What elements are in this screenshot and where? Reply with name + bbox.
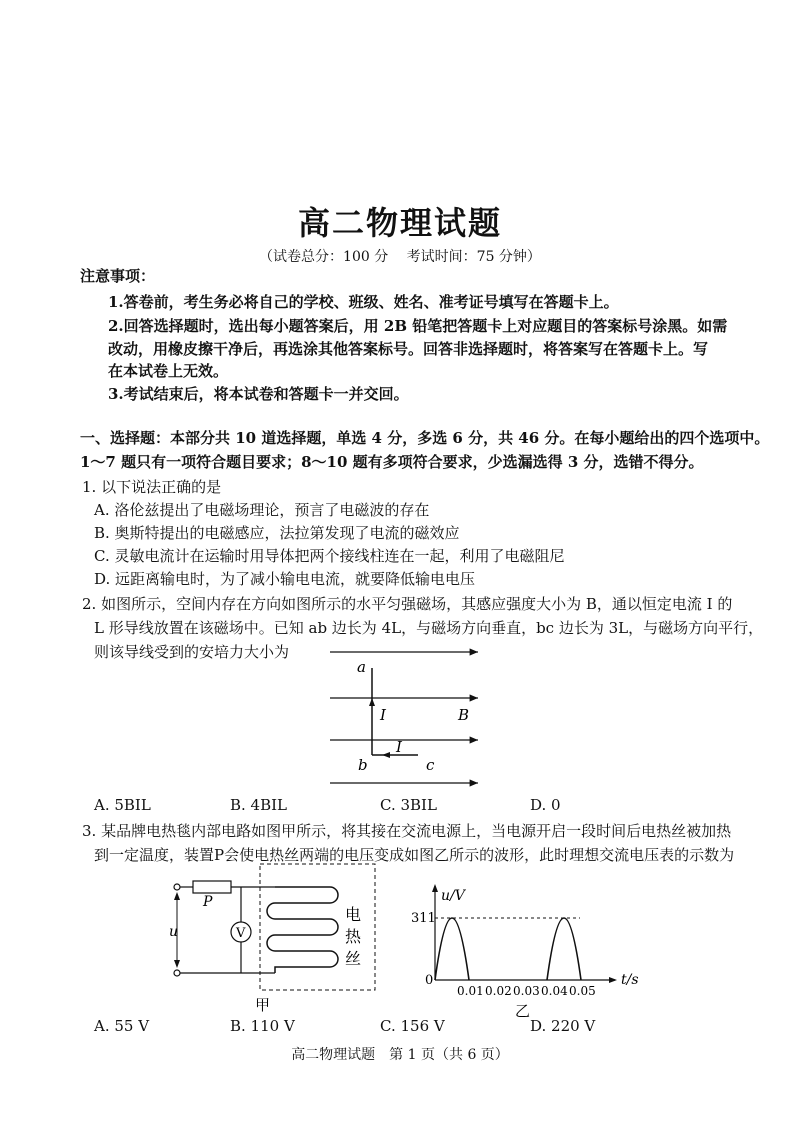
q1-option-c: C. 灵敏电流计在运输时用导体把两个接线柱连在一起，利用了电磁阻尼 <box>94 547 565 565</box>
notice-item-1: 1.答卷前，考生务必将自己的学校、班级、姓名、准考证号填写在答题卡上。 <box>108 293 619 311</box>
current-arrow-up <box>369 698 375 706</box>
label-c: c <box>426 756 435 774</box>
page-title: 高二物理试题 <box>297 204 502 242</box>
x-tick: 0.05 <box>569 984 596 998</box>
q2-stem-line-3: 则该导线受到的安培力大小为 <box>94 643 290 661</box>
wire-label-2: 热 <box>345 927 362 946</box>
page-footer: 高二物理试题 第 1 页（共 6 页） <box>291 1047 509 1063</box>
peak-label: 311 <box>411 911 436 926</box>
x-tick: 0.01 <box>457 984 484 998</box>
q3-figure-jia <box>165 860 385 1020</box>
label-a: a <box>357 658 366 676</box>
q3-option-d: D. 220 V <box>530 1017 596 1035</box>
wire-label-1: 电 <box>345 905 362 924</box>
q1-option-b: B. 奥斯特提出的电磁感应，法拉第发现了电流的磁效应 <box>94 524 460 542</box>
x-tick: 0.03 <box>513 984 540 998</box>
q3-stem-line-2: 到一定温度，装置P会使电热丝两端的电压变成如图乙所示的波形，此时理想交流电压表的示数为 <box>94 846 735 864</box>
q1-option-d: D. 远距离输电时，为了减小输电电流，就要降低输电电压 <box>94 570 476 588</box>
section-1-intro-line-2: 1～7 题只有一项符合题目要求；8～10 题有多项符合要求，少选漏选得 3 分，选错不得分。 <box>80 453 704 471</box>
label-p: P <box>203 894 213 910</box>
heating-wire-coil <box>267 887 338 973</box>
q2-figure <box>330 640 490 795</box>
q2-option-d: D. 0 <box>530 796 561 814</box>
device-p <box>193 881 231 893</box>
q2-stem-line-2: L 形导线放置在该磁场中。已知 ab 边长为 4L，与磁场方向垂直，bc 边长为 3L，与磁场方向平行， <box>94 619 764 637</box>
origin-label: 0 <box>425 973 434 988</box>
terminal-top <box>174 884 180 890</box>
caption-yi: 乙 <box>515 1002 531 1020</box>
q3-stem-line-1: 3. 某品牌电热毯内部电路如图甲所示，将其接在交流电源上，当电源开启一段时间后电热丝被加热 <box>82 822 732 840</box>
label-i-horizontal: I <box>396 738 402 756</box>
x-tick: 0.02 <box>485 984 512 998</box>
q2-option-c: C. 3BIL <box>380 796 437 814</box>
q1-option-a: A. 洛伦兹提出了电磁场理论，预言了电磁波的存在 <box>94 501 430 519</box>
caption-jia: 甲 <box>255 996 271 1014</box>
q3-figure-yi <box>411 880 675 1020</box>
q3-option-b: B. 110 V <box>230 1017 295 1035</box>
terminal-bottom <box>174 970 180 976</box>
label-u: u <box>169 924 179 940</box>
exam-info: （试卷总分：100 分 考试时间：75 分钟） <box>259 249 541 265</box>
y-axis-label: u/V <box>441 888 465 904</box>
x-tick: 0.04 <box>541 984 568 998</box>
q1-stem: 1. 以下说法正确的是 <box>82 478 222 496</box>
q2-option-a: A. 5BIL <box>94 796 151 814</box>
label-b-field: B <box>458 706 470 724</box>
q2-option-b: B. 4BIL <box>230 796 288 814</box>
waveform-pulse-1 <box>435 918 469 980</box>
current-arrow-left <box>382 752 390 758</box>
wire-label-3: 丝 <box>345 949 362 968</box>
notice-heading: 注意事项： <box>80 267 156 285</box>
notice-item-2-line-2: 改动，用橡皮擦干净后，再选涂其他答案标号。回答非选择题时，将答案写在答题卡上。写 <box>108 340 709 358</box>
q2-stem-line-1: 2. 如图所示，空间内存在方向如图所示的水平匀强磁场，其感应强度大小为 B，通以恒定电流 I 的 <box>82 595 733 613</box>
x-axis-label: t/s <box>621 972 639 988</box>
q3-option-a: A. 55 V <box>94 1017 150 1035</box>
q3-option-c: C. 156 V <box>380 1017 445 1035</box>
label-i-vertical: I <box>380 706 386 724</box>
label-b-point: b <box>358 756 368 774</box>
section-1-intro-line-1: 一、选择题：本部分共 10 道选择题，单选 4 分，多选 6 分，共 46 分。在每小题给出的四个选项中。 <box>80 429 770 447</box>
waveform-pulse-2 <box>547 918 581 980</box>
notice-item-2-line-1: 2.回答选择题时，选出每小题答案后，用 2B 铅笔把答题卡上对应题目的答案标号涂黑。如需 <box>108 317 728 335</box>
notice-item-2-line-3: 在本试卷上无效。 <box>108 362 229 380</box>
voltmeter-label: V <box>236 926 246 941</box>
notice-item-3: 3.考试结束后，将本试卷和答题卡一并交回。 <box>108 385 409 403</box>
